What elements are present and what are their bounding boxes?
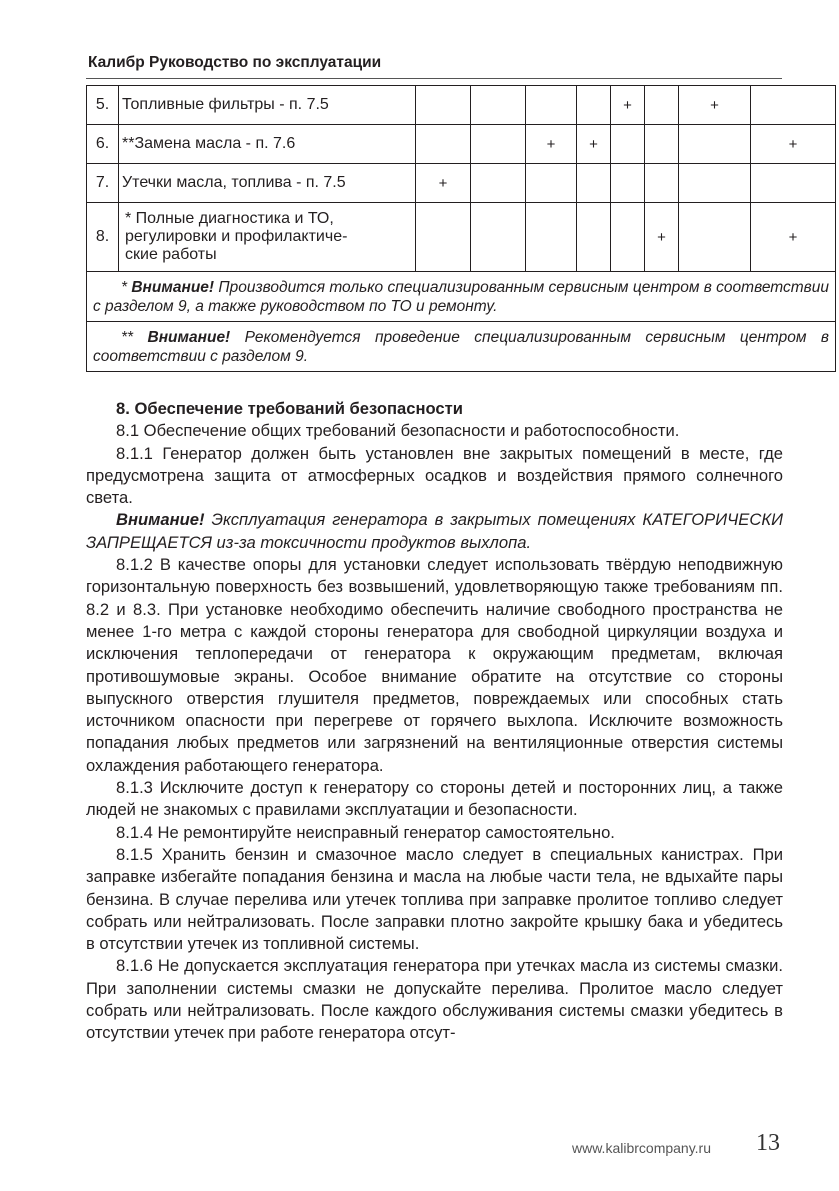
note-label: Внимание! xyxy=(147,329,231,346)
table-note-row xyxy=(87,272,836,322)
row-item-line: ские работы xyxy=(125,246,217,263)
paragraph: 8.1.6 Не допускается эксплуатация генератора при утечках масла из системы смазки. При заполнении системы смазки не допускайте перелива. Пролитое масло следует собрать или нейтрализовать. После каждого обслуживания системы смазки убедитесь в отсутствии утечек при работе генератора отсут- xyxy=(86,956,783,1043)
footer-url: www.kalibrcompany.ru xyxy=(572,1140,712,1156)
table-note xyxy=(87,322,836,372)
warning-paragraph xyxy=(86,509,783,554)
row-mark xyxy=(645,125,679,164)
row-mark xyxy=(526,86,577,125)
row-item: Утечки масла, топлива - п. 7.5 xyxy=(119,164,416,203)
row-item xyxy=(119,203,416,272)
paragraph: 8.1.4 Не ремонтируйте неисправный генератор самостоятельно. xyxy=(116,822,615,842)
row-mark xyxy=(526,203,577,272)
row-number: 5. xyxy=(87,86,119,125)
row-mark xyxy=(751,86,836,125)
row-mark xyxy=(679,164,751,203)
note-label: Внимание! xyxy=(131,279,215,296)
row-number: 6. xyxy=(87,125,119,164)
row-mark xyxy=(416,86,471,125)
warning-text: Эксплуатация генератора в закрытых помещениях КАТЕГОРИЧЕСКИ ЗАПРЕЩАЕТСЯ из-за токсичности продуктов выхлопа. xyxy=(86,510,783,552)
row-mark xyxy=(679,203,751,272)
row-number: 7. xyxy=(87,164,119,203)
note-prefix: ** xyxy=(121,329,148,346)
page-number: 13 xyxy=(756,1130,780,1156)
row-mark: + xyxy=(611,86,645,125)
row-mark: + xyxy=(526,125,577,164)
paragraph: 8.1.5 Хранить бензин и смазочное масло следует в специальных канистрах. При заправке избегайте попадания бензина и масла на любые части тела, не вдыхайте пары бензина. В случае перелива или утечек топлива при заправке пролитое топливо следует собрать или нейтрализовать. После заправки плотно закройте крышку бака и убедитесь в отсутствии утечек из топливной системы. xyxy=(86,844,783,954)
maintenance-table xyxy=(86,85,836,372)
table-row xyxy=(87,125,836,164)
header-rule xyxy=(86,78,782,79)
row-mark: + xyxy=(751,203,836,272)
row-mark: + xyxy=(645,203,679,272)
row-mark xyxy=(611,203,645,272)
row-mark xyxy=(751,164,836,203)
section-body xyxy=(86,398,783,1045)
paragraph: 8.1 Обеспечение общих требований безопасности и работоспособности. xyxy=(116,421,680,441)
row-mark: + xyxy=(416,164,471,203)
table-row xyxy=(87,203,836,272)
row-item-line: регулировки и профилактиче- xyxy=(125,228,348,245)
row-mark xyxy=(471,203,526,272)
table-note-row xyxy=(87,322,836,372)
row-mark xyxy=(577,86,611,125)
row-mark: + xyxy=(679,86,751,125)
table-note xyxy=(87,272,836,322)
paragraph: 8.1.1 Генератор должен быть установлен вне закрытых помещений в месте, где предусмотрена защита от атмосферных осадков и воздействия прямого солнечного света. xyxy=(86,443,783,508)
page-header: Калибр Руководство по эксплуатации xyxy=(88,54,382,71)
row-mark xyxy=(645,164,679,203)
note-prefix: * xyxy=(121,279,132,296)
warning-label: Внимание! xyxy=(116,510,205,530)
row-mark xyxy=(416,125,471,164)
row-mark xyxy=(645,86,679,125)
row-mark xyxy=(611,164,645,203)
table-row xyxy=(87,164,836,203)
row-mark: + xyxy=(751,125,836,164)
row-mark xyxy=(577,164,611,203)
paragraph: 8.1.2 В качестве опоры для установки следует использовать твёрдую неподвижную горизонтальную поверхность без возвышений, удовлетворяющую также требованиям пп. 8.2 и 8.3. При установке необходимо обеспечить наличие свободного пространства не менее 1-го метра с каждой стороны генератора для свободной циркуляции воздуха и исключения теплопередачи от генератора к окружающим предметам, включая противошумовые экраны. Особое внимание обратите на отсутствие со стороны выпускного отверстия глушителя предметов, повреждаемых или способных стать источником опасности при перегреве от горячего выхлопа. Исключите возможность попадания любых предметов или загрязнений на вентиляционные отверстия системы охлаждения работающего генератора. xyxy=(86,555,783,775)
note-text: Производится только специализированным сервисным центром в соответствии с разделом 9, а также руководством по ТО и ремонту. xyxy=(93,279,829,315)
row-mark xyxy=(416,203,471,272)
row-number: 8. xyxy=(87,203,119,272)
row-mark xyxy=(679,125,751,164)
row-item: **Замена масла - п. 7.6 xyxy=(119,125,416,164)
row-item-line: * Полные диагностика и ТО, xyxy=(125,210,334,227)
table-row xyxy=(87,86,836,125)
note-text: Рекомендуется проведение специализированным сервисным центром в соответствии с разделом 9. xyxy=(93,329,830,365)
row-mark xyxy=(471,125,526,164)
row-mark xyxy=(471,86,526,125)
row-mark: + xyxy=(577,125,611,164)
paragraph: 8.1.3 Исключите доступ к генератору со стороны детей и посторонних лиц, а также людей не знакомых с правилами эксплуатации и безопасности. xyxy=(86,778,783,820)
row-mark xyxy=(471,164,526,203)
row-mark xyxy=(526,164,577,203)
section-heading: 8. Обеспечение требований безопасности xyxy=(116,399,463,418)
row-mark xyxy=(577,203,611,272)
row-item: Топливные фильтры - п. 7.5 xyxy=(119,86,416,125)
row-mark xyxy=(611,125,645,164)
